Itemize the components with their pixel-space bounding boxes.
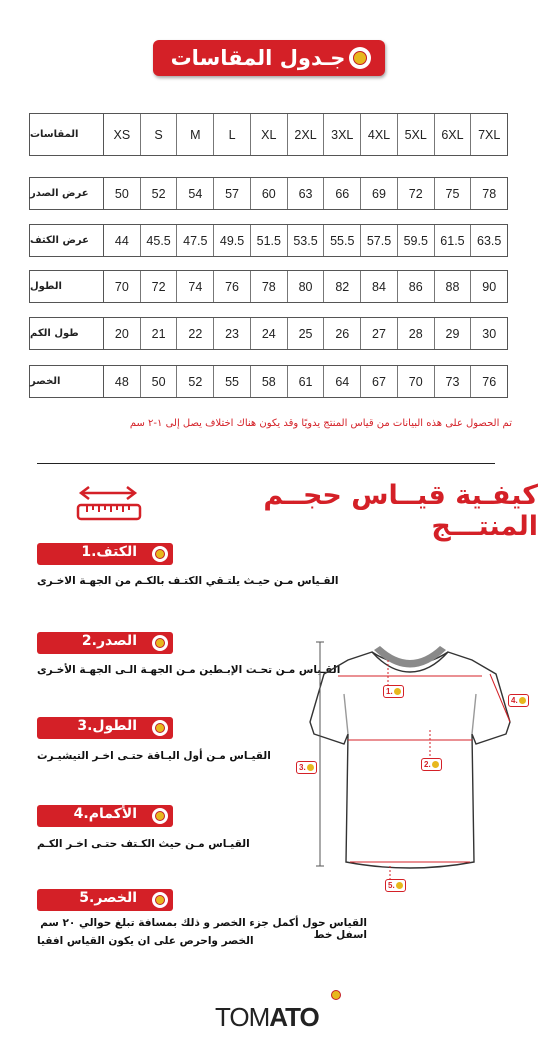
flower-icon bbox=[152, 546, 168, 562]
table-cell: 23 bbox=[214, 318, 251, 349]
row-label: الطول bbox=[30, 271, 104, 302]
table-cell: 58 bbox=[251, 366, 288, 397]
flower-icon bbox=[394, 688, 401, 695]
table-cell: S bbox=[141, 114, 178, 155]
table-cell: 67 bbox=[361, 366, 398, 397]
flower-icon bbox=[432, 761, 439, 768]
table-cell: 72 bbox=[398, 178, 435, 209]
table-cell: 86 bbox=[398, 271, 435, 302]
table-cell: 80 bbox=[288, 271, 325, 302]
table-cell: 7XL bbox=[478, 127, 501, 142]
table-cell: 57 bbox=[214, 178, 251, 209]
table-cell: 59.5 bbox=[398, 225, 435, 256]
row-label: الخصر bbox=[30, 366, 104, 397]
flower-icon bbox=[349, 47, 371, 69]
table-cell: 52 bbox=[141, 178, 178, 209]
table-cell: 57.5 bbox=[361, 225, 398, 256]
step-length-label: الطول.3 bbox=[77, 718, 137, 734]
table-cell: XL bbox=[251, 114, 288, 155]
table-cell: 49.5 bbox=[214, 225, 251, 256]
table-cell: 88 bbox=[435, 271, 472, 302]
table-cell: 76 bbox=[214, 271, 251, 302]
flower-icon bbox=[152, 892, 168, 908]
step-length-banner bbox=[37, 717, 173, 739]
table-row bbox=[29, 224, 508, 257]
table-cell: 6XL bbox=[435, 114, 472, 155]
table-cell: 20 bbox=[104, 318, 141, 349]
table-cell: 78 bbox=[482, 186, 497, 201]
table-cell: 72 bbox=[141, 271, 178, 302]
table-row bbox=[29, 365, 508, 398]
row-label: طول الكم bbox=[30, 318, 104, 349]
table-cell: M bbox=[177, 114, 214, 155]
table-cell: 90 bbox=[482, 279, 497, 294]
table-cell: 66 bbox=[324, 178, 361, 209]
step-chest-label: الصدر.2 bbox=[81, 633, 137, 649]
table-cell: 50 bbox=[141, 366, 178, 397]
table-cell: 21 bbox=[141, 318, 178, 349]
step-waist-desc-line1: القياس حول أكمل جزء الخصر و ذلك بمسافة تبلغ حوالي ٢٠ سم اسفل خط bbox=[40, 917, 367, 941]
table-cell: 69 bbox=[361, 178, 398, 209]
table-cell: 26 bbox=[324, 318, 361, 349]
flower-icon bbox=[152, 808, 168, 824]
table-row bbox=[29, 177, 508, 210]
table-cell: 78 bbox=[251, 271, 288, 302]
table-cell: 4XL bbox=[361, 114, 398, 155]
row-label: عرض الصدر bbox=[30, 178, 104, 209]
table-cell: 74 bbox=[177, 271, 214, 302]
table-cell: 5XL bbox=[398, 114, 435, 155]
table-cell: 63 bbox=[288, 178, 325, 209]
table-cell: 70 bbox=[104, 271, 141, 302]
table-row bbox=[29, 270, 508, 303]
step-waist-label: الخصر.5 bbox=[79, 890, 137, 906]
diagram-tag-waist: 5. bbox=[385, 879, 406, 892]
table-cell: 44 bbox=[104, 225, 141, 256]
table-cell: 52 bbox=[177, 366, 214, 397]
step-shoulder-desc: القـياس مـن حيـث يلتـقي الكتـف بالكـم من الجهـة الاخـرى bbox=[37, 575, 339, 587]
flower-icon bbox=[396, 882, 403, 889]
step-waist-desc-line2: الخصر واحرص على ان يكون القياس افقيا bbox=[37, 935, 254, 947]
size-header-row bbox=[29, 113, 508, 156]
table-cell: 63.5 bbox=[477, 233, 502, 248]
diagram-tag-shoulder: 1. bbox=[383, 685, 404, 698]
table-cell: 50 bbox=[104, 178, 141, 209]
table-cell: 51.5 bbox=[251, 225, 288, 256]
table-cell: 45.5 bbox=[141, 225, 178, 256]
table-cell: 24 bbox=[251, 318, 288, 349]
table-cell: 55.5 bbox=[324, 225, 361, 256]
table-cell: 54 bbox=[177, 178, 214, 209]
step-length-desc: القيـاس مـن أول اليـاقة حتـى اخـر التيشيـرت bbox=[37, 750, 271, 762]
table-cell: 82 bbox=[324, 271, 361, 302]
row-label: المقاسات bbox=[30, 114, 104, 155]
step-waist-banner bbox=[37, 889, 173, 911]
tshirt-diagram bbox=[290, 630, 530, 900]
step-shoulder-banner bbox=[37, 543, 173, 565]
flower-icon bbox=[152, 635, 168, 651]
table-cell: 70 bbox=[398, 366, 435, 397]
divider bbox=[37, 463, 495, 464]
table-cell: 55 bbox=[214, 366, 251, 397]
table-cell: 29 bbox=[435, 318, 472, 349]
table-cell: L bbox=[214, 114, 251, 155]
table-cell: 48 bbox=[104, 366, 141, 397]
step-shoulder-label: الكتف.1 bbox=[81, 544, 137, 560]
row-label: عرض الكتف bbox=[30, 225, 104, 256]
flower-icon bbox=[152, 720, 168, 736]
table-cell: 30 bbox=[482, 326, 497, 341]
table-cell: 53.5 bbox=[288, 225, 325, 256]
step-sleeves-label: الأكمام.4 bbox=[73, 806, 137, 822]
table-cell: 47.5 bbox=[177, 225, 214, 256]
table-cell: 61 bbox=[288, 366, 325, 397]
table-cell: 60 bbox=[251, 178, 288, 209]
measurement-note: تم الحصول على هذه البيانات من قياس المنتج يدويًا وقد يكون هناك اختلاف يصل إلى ١-٢ سم bbox=[129, 418, 512, 429]
logo-flower-icon bbox=[329, 988, 342, 1001]
table-cell: 2XL bbox=[288, 114, 325, 155]
table-cell: 73 bbox=[435, 366, 472, 397]
table-cell: 84 bbox=[361, 271, 398, 302]
diagram-tag-chest: 2. bbox=[421, 758, 442, 771]
brand-logo: TOMATO bbox=[215, 1002, 319, 1032]
diagram-tag-sleeve: 4. bbox=[508, 694, 529, 707]
table-cell: 27 bbox=[361, 318, 398, 349]
step-chest-banner bbox=[37, 632, 173, 654]
how-to-measure-title: كيفـية قيــاس حجــم المنتـــج bbox=[263, 480, 538, 542]
size-chart-title: جـدول المقاسات bbox=[170, 46, 346, 70]
size-chart-title-banner bbox=[153, 40, 385, 76]
flower-icon bbox=[519, 697, 526, 704]
step-sleeves-banner bbox=[37, 805, 173, 827]
diagram-tag-length: 3. bbox=[296, 761, 317, 774]
flower-icon bbox=[307, 764, 314, 771]
table-cell: XS bbox=[104, 114, 141, 155]
table-cell: 3XL bbox=[324, 114, 361, 155]
table-cell: 22 bbox=[177, 318, 214, 349]
step-chest-desc: القـياس مـن تحـت الإبـطين مـن الجهـة الـى الجهـة الأخـرى bbox=[37, 664, 341, 676]
table-cell: 28 bbox=[398, 318, 435, 349]
table-row bbox=[29, 317, 508, 350]
table-cell: 76 bbox=[482, 374, 497, 389]
table-cell: 61.5 bbox=[435, 225, 472, 256]
step-sleeves-desc: القيـاس مـن حيث الكـتف حتـى اخـر الكـم bbox=[37, 838, 250, 850]
table-cell: 75 bbox=[435, 178, 472, 209]
table-cell: 64 bbox=[324, 366, 361, 397]
ruler-icon bbox=[75, 483, 143, 523]
table-cell: 25 bbox=[288, 318, 325, 349]
